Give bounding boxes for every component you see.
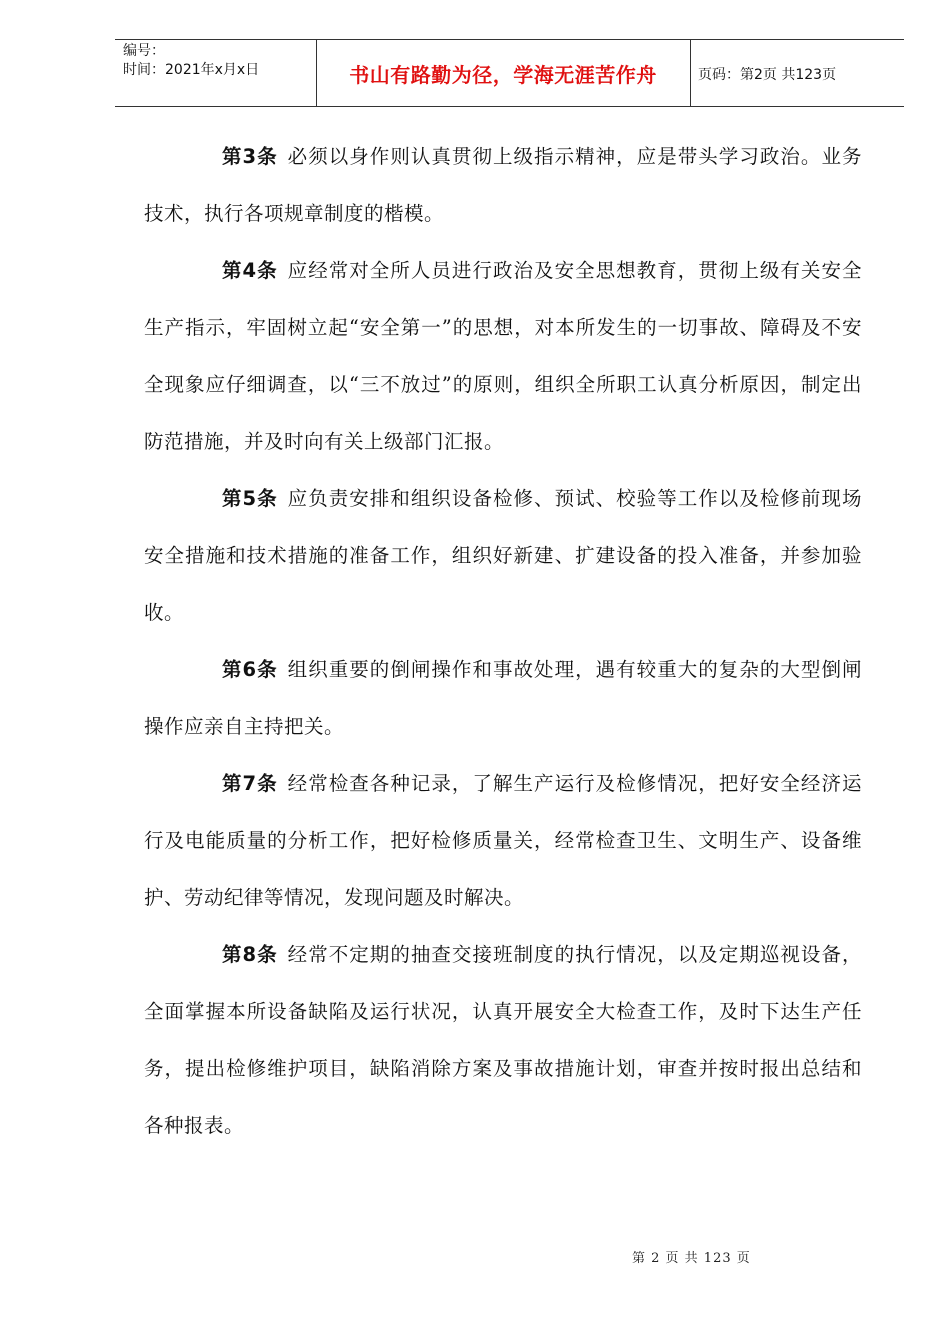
article-label: 第5条 [222, 487, 278, 510]
article-text: 应负责安排和组织设备检修、预试、校验等工作以及检修前现场安全措施和技术措施的准备工作，组织好新建、扩建设备的投入准备，并参加验收。 [144, 487, 862, 624]
article-paragraph [144, 242, 862, 470]
page-footer: 第 2 页 共 123 页 [632, 1251, 751, 1266]
article-paragraph [144, 128, 862, 242]
article-paragraph [144, 926, 862, 1154]
article-label: 第6条 [222, 658, 278, 681]
document-time-label: 时间：2021年x月x日 [123, 62, 260, 78]
article-label: 第4条 [222, 259, 278, 282]
header-page-info: 页码：第2页 共123页 [698, 66, 837, 83]
article-label: 第7条 [222, 772, 278, 795]
article-label: 第8条 [222, 943, 278, 966]
article-label: 第3条 [222, 145, 278, 168]
article-paragraph [144, 641, 862, 755]
document-header [115, 39, 904, 107]
article-paragraph [144, 470, 862, 641]
header-meta [123, 42, 315, 80]
article-text: 组织重要的倒闸操作和事故处理，遇有较重大的复杂的大型倒闸操作应亲自主持把关。 [144, 658, 862, 738]
article-text: 经常检查各种记录，了解生产运行及检修情况，把好安全经济运行及电能质量的分析工作，把好检修质量关，经常检查卫生、文明生产、设备维护、劳动纪律等情况，发现问题及时解决。 [144, 772, 862, 909]
article-text: 经常不定期的抽查交接班制度的执行情况，以及定期巡视设备，全面掌握本所设备缺陷及运行状况，认真开展安全大检查工作，及时下达生产任务，提出检修维护项目，缺陷消除方案及事故措施计划，审查并按时报出总结和各种报表。 [144, 943, 862, 1137]
article-text: 应经常对全所人员进行政治及安全思想教育，贯彻上级有关安全生产指示，牢固树立起“安全第一”的思想，对本所发生的一切事故、障碍及不安全现象应仔细调查，以“三不放过”的原则，组织全所职工认真分析原因，制定出防范措施，并及时向有关上级部门汇报。 [144, 259, 862, 453]
article-text: 必须以身作则认真贯彻上级指示精神，应是带头学习政治。业务技术，执行各项规章制度的楷模。 [144, 145, 862, 225]
document-number-label: 编号： [123, 43, 165, 59]
article-paragraph [144, 755, 862, 926]
header-divider-right [690, 40, 691, 107]
header-motto: 书山有路勤为径，学海无涯苦作舟 [349, 63, 657, 87]
document-body [144, 128, 862, 1154]
